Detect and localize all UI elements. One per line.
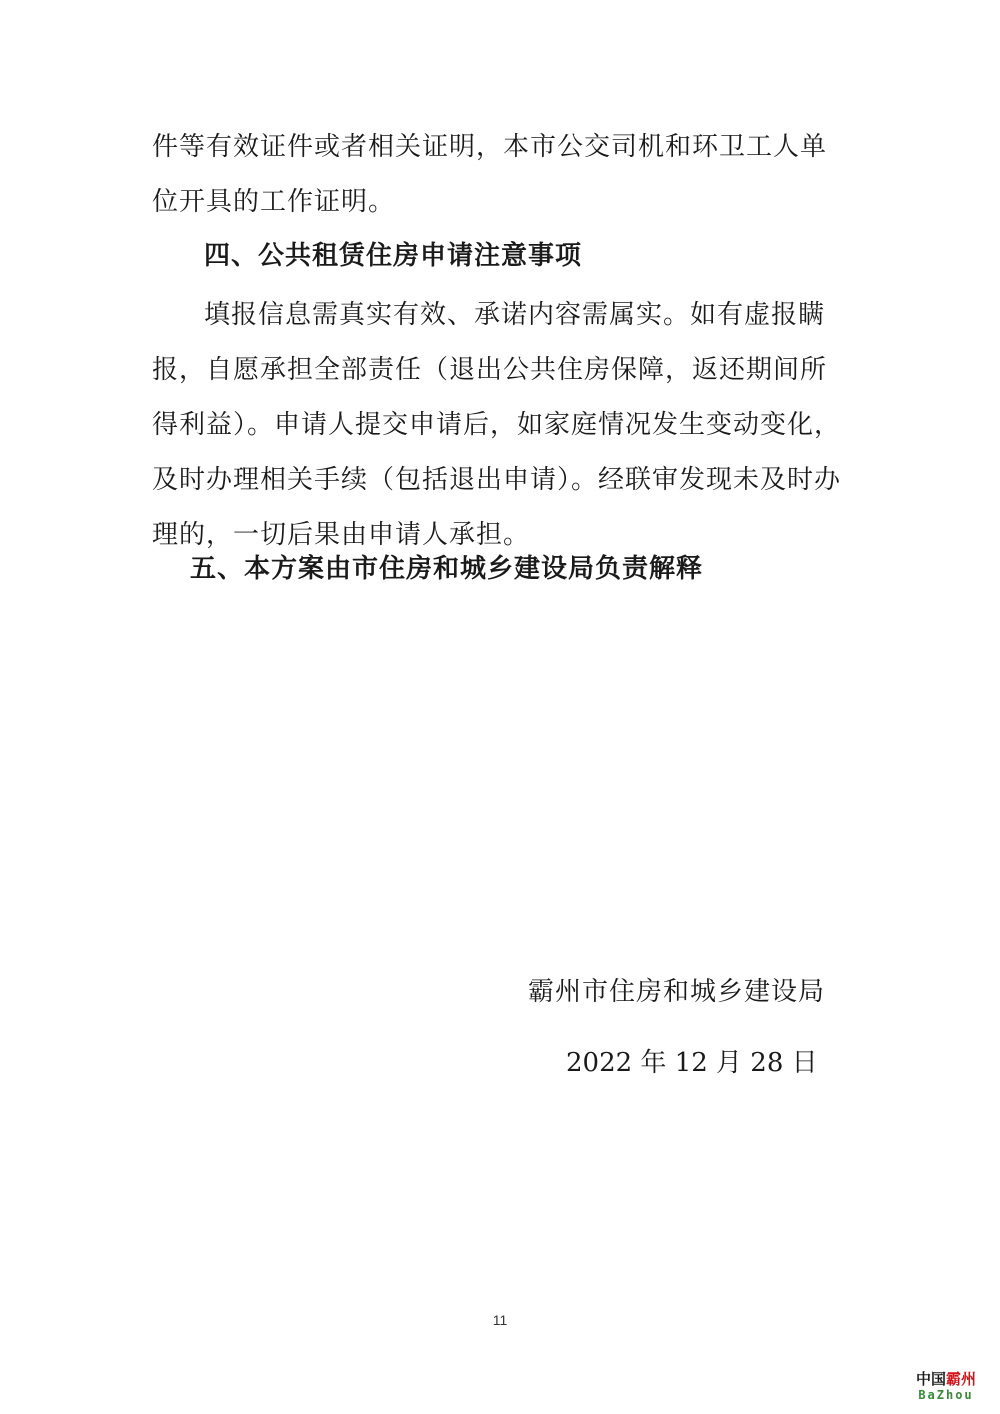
logo-title-part2: 霸州 xyxy=(946,1370,977,1388)
logo-title xyxy=(906,1370,986,1388)
page-number: 11 xyxy=(492,1312,508,1328)
logo-latin: BaZhou xyxy=(918,1388,974,1402)
site-watermark-logo xyxy=(906,1370,986,1402)
paragraph-continuation: 件等有效证件或者相关证明，本市公交司机和环卫工人单位开具的工作证明。 xyxy=(152,132,828,217)
issuer-signature: 霸州市住房和城乡建设局 xyxy=(528,977,826,1007)
section-5-heading: 五、本方案由市住房和城乡建设局负责解释 xyxy=(190,554,704,584)
issue-date: 2022 年 12 月 28 日 xyxy=(566,1048,818,1078)
section-4-body: 填报信息需真实有效、承诺内容需属实。如有虚报瞒报，自愿承担全部责任（退出公共住房保障，返还期间所得利益）。申请人提交申请后，如家庭情况发生变动变化，及时办理相关手续（包括退出申请）。经联审发现未及时办理的，一切后果由申请人承担。 xyxy=(152,300,842,550)
logo-title-part1: 中国 xyxy=(915,1370,946,1388)
section-4-heading: 四、公共租赁住房申请注意事项 xyxy=(204,241,583,271)
